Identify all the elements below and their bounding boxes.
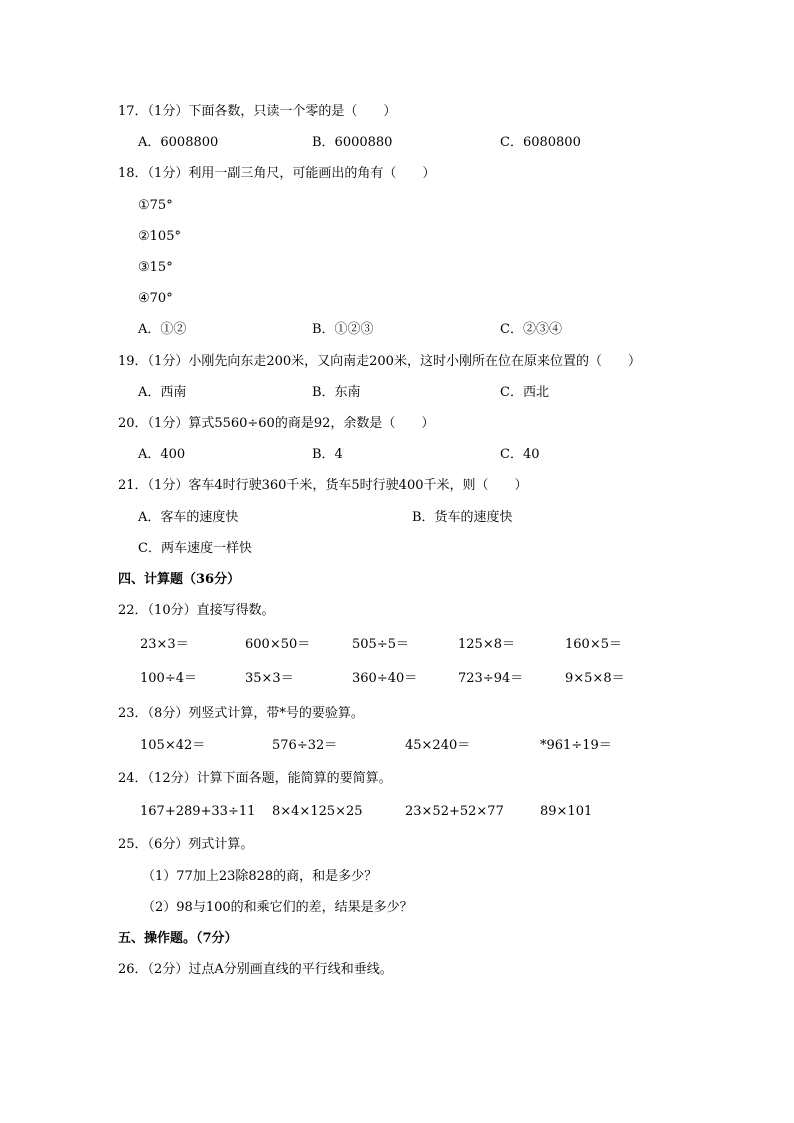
question-17-option-a: A．6008800 — [138, 135, 219, 150]
section-4-heading: 四、计算题（36分） — [118, 572, 241, 587]
section-5-heading: 五、操作题。（7分） — [118, 931, 238, 946]
question-21-option-b: B．货车的速度快 — [412, 510, 513, 525]
q22-r2-c1: 100÷4＝ — [140, 671, 197, 686]
question-25-part-2: （2）98与100的和乘它们的差，结果是多少？ — [142, 900, 413, 915]
question-18-item-2: ②105° — [138, 229, 181, 244]
q23-c3: 45×240＝ — [405, 738, 471, 753]
q22-r1-c1: 23×3＝ — [140, 637, 189, 652]
question-25-part-1: （1）77加上23除828的商，和是多少？ — [142, 869, 378, 884]
q22-r1-c2: 600×50＝ — [245, 637, 311, 652]
q22-r2-c4: 723÷94＝ — [458, 671, 524, 686]
q23-c1: 105×42＝ — [140, 738, 206, 753]
question-19-option-b: B．东南 — [312, 385, 361, 400]
question-17-option-c: C．6080800 — [500, 135, 581, 150]
question-26-stem: 26．（2分）过点A分别画直线的平行线和垂线。 — [118, 962, 393, 977]
q22-r1-c3: 505÷5＝ — [352, 637, 409, 652]
question-18-item-4: ④70° — [138, 291, 173, 306]
question-18-stem: 18．（1分）利用一副三角尺，可能画出的角有（ ） — [118, 166, 436, 181]
q22-r2-c2: 35×3＝ — [245, 671, 294, 686]
question-21-option-a: A．客车的速度快 — [138, 510, 239, 525]
question-20-option-b: B．4 — [312, 447, 343, 462]
q24-c3: 23×52+52×77 — [405, 804, 504, 819]
q22-r2-c5: 9×5×8＝ — [565, 671, 625, 686]
question-22-stem: 22．（10分）直接写得数。 — [118, 603, 275, 618]
question-18-option-b: B．①②③ — [312, 322, 374, 337]
question-19-option-c: C．西北 — [500, 385, 549, 400]
q23-c2: 576÷32＝ — [272, 738, 338, 753]
q24-c4: 89×101 — [540, 804, 593, 819]
question-19-stem: 19．（1分）小刚先向东走200米，又向南走200米，这时小刚所在位在原来位置的（ ） — [118, 354, 641, 369]
q24-c1: 167+289+33÷11 — [140, 804, 256, 819]
question-18-item-1: ①75° — [138, 198, 173, 213]
question-23-stem: 23．（8分）列竖式计算，带*号的要验算。 — [118, 706, 364, 721]
q22-r1-c5: 160×5＝ — [565, 637, 622, 652]
question-17-stem: 17．（1分）下面各数，只读一个零的是（ ） — [118, 104, 397, 119]
q22-r1-c4: 125×8＝ — [458, 637, 515, 652]
question-18-option-a: A．①② — [138, 322, 187, 337]
question-21-stem: 21．（1分）客车4时行驶360千米，货车5时行驶400千米，则（ ） — [118, 478, 528, 493]
question-18-option-c: C．②③④ — [500, 322, 562, 337]
question-17-option-b: B．6000880 — [312, 135, 393, 150]
question-20-stem: 20．（1分）算式5560÷60的商是92，余数是（ ） — [118, 416, 435, 431]
question-25-stem: 25．（6分）列式计算。 — [118, 837, 254, 852]
q22-r2-c3: 360÷40＝ — [352, 671, 418, 686]
question-18-item-3: ③15° — [138, 260, 173, 275]
question-20-option-c: C．40 — [500, 447, 540, 462]
question-19-option-a: A．西南 — [138, 385, 187, 400]
question-24-stem: 24．（12分）计算下面各题，能简算的要简算。 — [118, 771, 392, 786]
question-20-option-a: A．400 — [138, 447, 186, 462]
q24-c2: 8×4×125×25 — [272, 804, 363, 819]
question-21-option-c: C．两车速度一样快 — [138, 541, 252, 556]
q23-c4: *961÷19＝ — [540, 738, 612, 753]
